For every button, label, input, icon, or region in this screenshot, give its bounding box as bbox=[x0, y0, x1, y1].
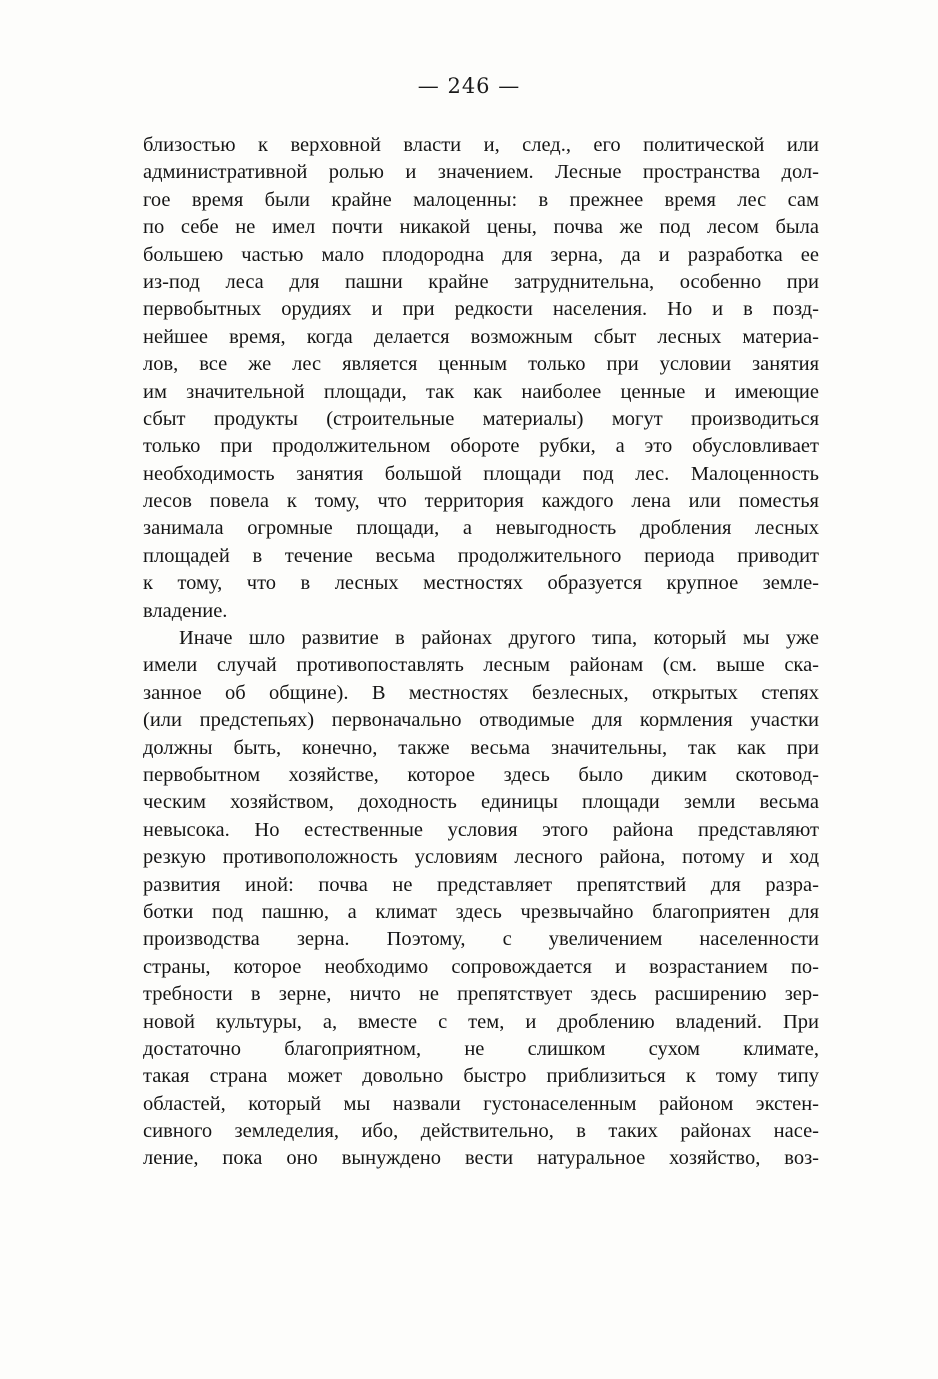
text-line: к тому, что в лесных местностях образуется крупное земле- bbox=[143, 572, 819, 595]
text-line: требности в зерне, ничто не препятствует здесь расширению зер- bbox=[143, 983, 819, 1006]
text-line: такая страна может довольно быстро приблизиться к тому типу bbox=[143, 1065, 819, 1088]
text-line: занимала огромные площади, а невыгодность дробления лесных bbox=[143, 517, 819, 540]
text-line: владение. bbox=[143, 599, 228, 622]
text-line: первобытном хозяйстве, которое здесь было диким скотовод- bbox=[143, 763, 819, 786]
text-line: большею частью мало плодородна для зерна, да и разработка ее bbox=[143, 243, 819, 266]
text-line: из-под леса для пашни крайне затруднительна, особенно при bbox=[143, 270, 819, 293]
text-line: страны, которое необходимо сопровождается и возрастанием по- bbox=[143, 955, 819, 978]
page-number: — 246 — bbox=[417, 74, 521, 98]
text-line: имели случай противопоставлять лесным районам (см. выше ска- bbox=[143, 654, 819, 677]
paragraph-1 bbox=[143, 132, 819, 625]
text-line: по себе не имел почти никакой цены, почва же под лесом была bbox=[143, 216, 819, 239]
text-line: им значительной площади, так как наиболее ценные и имеющие bbox=[143, 380, 819, 403]
text-line: необходимость занятия большой площади под лес. Малоценность bbox=[143, 462, 819, 485]
text-line: невысока. Но естественные условия этого района представляют bbox=[143, 818, 819, 841]
text-line: близостью к верховной власти и, след., его политической или bbox=[143, 134, 819, 156]
text-line: (или предстепьях) первоначально отводимые для кормления участки bbox=[143, 709, 819, 732]
text-line: гое время были крайне малоценны: в прежнее время лес сам bbox=[143, 188, 819, 211]
text-line: сивного земледелия, ибо, действительно, в таких районах насе- bbox=[143, 1120, 819, 1143]
text-line: нейшее время, когда делается возможным сбыт лесных материа- bbox=[143, 325, 819, 348]
text-line: лесов повела к тому, что территория каждого лена или поместья bbox=[143, 490, 819, 513]
text-line: ботки под пашню, а климат здесь чрезвычайно благоприятен для bbox=[143, 900, 819, 923]
text-line: только при продолжительном обороте рубки, а это обусловливает bbox=[143, 435, 819, 458]
text-line: первобытных орудиях и при редкости населения. Но и в позд- bbox=[143, 298, 819, 321]
text-line: занное об общине). В местностях безлесных, открытых степях bbox=[143, 681, 819, 704]
paragraph-2 bbox=[143, 625, 819, 1173]
text-line: административной ролью и значением. Лесные пространства дол- bbox=[143, 161, 819, 184]
text-line: областей, который мы назвали густонаселенным районом экстен- bbox=[143, 1092, 819, 1115]
text-line: производства зерна. Поэтому, с увеличением населенности bbox=[143, 928, 819, 951]
body-text bbox=[143, 132, 819, 1173]
text-line: Иначе шло развитие в районах другого типа, который мы уже bbox=[179, 627, 819, 650]
text-line: достаточно благоприятном, не слишком сухом климате, bbox=[143, 1037, 819, 1060]
text-line: лов, все же лес является ценным только при условии занятия bbox=[143, 353, 819, 376]
text-line: сбыт продукты (строительные материалы) могут производиться bbox=[143, 407, 819, 430]
text-line: резкую противоположность условиям лесного района, потому и ход bbox=[143, 846, 819, 869]
text-line: развития иной: почва не представляет препятствий для разра- bbox=[143, 873, 819, 896]
text-line: новой культуры, а, вместе с тем, и дроблению владений. При bbox=[143, 1010, 819, 1033]
text-line: должны быть, конечно, также весьма значительны, так как при bbox=[143, 736, 819, 759]
text-line: площадей в течение весьма продолжительного периода приводит bbox=[143, 544, 819, 567]
text-line: ческим хозяйством, доходность единицы площади земли весьма bbox=[143, 791, 819, 814]
text-line: ление, пока оно вынуждено вести натуральное хозяйство, воз- bbox=[143, 1147, 819, 1170]
